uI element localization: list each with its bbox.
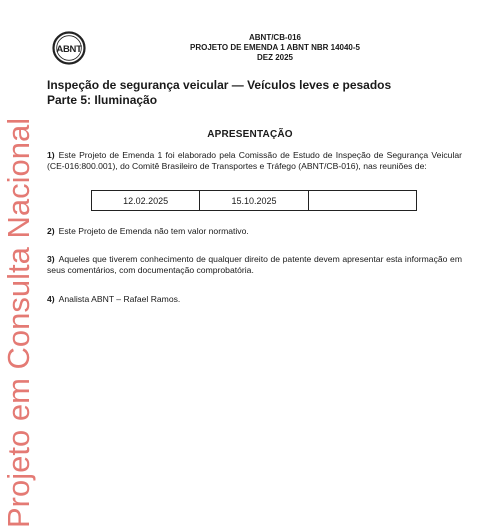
paragraph-1 (47, 150, 462, 172)
meeting-date-cell: 12.02.2025 (92, 191, 200, 211)
paragraph-2 (47, 226, 462, 237)
committee-code: ABNT/CB-016 (248, 33, 301, 42)
paragraph-number: 4) (47, 294, 55, 304)
document-date: DEZ 2025 (256, 53, 294, 62)
title-line-1: Inspeção de segurança veicular — Veículos leves e pesados (47, 78, 392, 92)
paragraph-3 (47, 254, 462, 276)
paragraph-text: Este Projeto de Emenda 1 foi elaborado pela Comissão de Estudo de Inspeção de Segurança Veicular (CE-016:800.001), do Comitê Brasileiro de Transportes e Tráfego (ABNT/CB-016), nas reuniões de: (47, 150, 462, 171)
document-title (47, 78, 391, 108)
paragraph-text: Analista ABNT – Rafael Ramos. (58, 294, 181, 304)
abnt-logo-text: ABNT (56, 44, 82, 55)
paragraph-text: Aqueles que tiverem conhecimento de qualquer direito de patente devem apresentar esta informação em seus comentários, com documentação comprobatória. (47, 254, 462, 275)
meeting-date-cell: 15.10.2025 (200, 191, 308, 211)
table-row (92, 191, 417, 211)
title-line-2: Parte 5: Iluminação (47, 93, 158, 107)
paragraph-text: Este Projeto de Emenda não tem valor normativo. (58, 226, 249, 236)
meeting-dates-table (91, 190, 417, 211)
paragraph-4 (47, 294, 462, 305)
paragraph-number: 2) (47, 226, 55, 236)
project-name: PROJETO DE EMENDA 1 ABNT NBR 14040-5 (190, 43, 360, 52)
paragraph-number: 3) (47, 254, 55, 264)
abnt-logo (52, 31, 86, 65)
watermark-text: Projeto em Consulta Nacional (1, 117, 36, 528)
document-header (150, 33, 400, 63)
meeting-date-cell (308, 191, 416, 211)
section-heading: APRESENTAÇÃO (207, 129, 293, 140)
paragraph-number: 1) (47, 150, 55, 160)
